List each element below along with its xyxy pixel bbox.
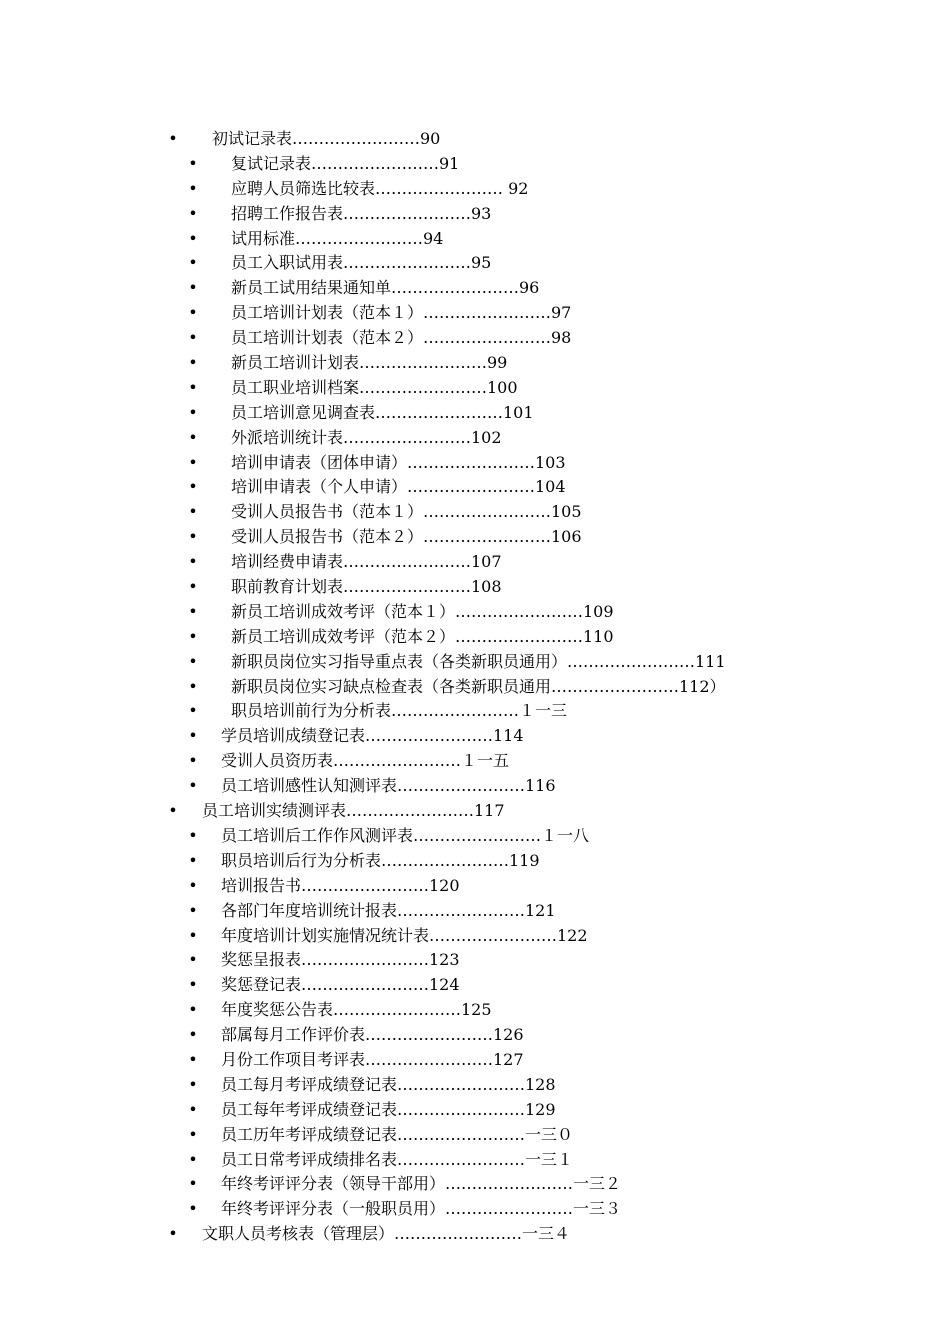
toc-entry-text: 员工培训实绩测评表……………………117 [202, 801, 505, 821]
toc-entry [0, 1172, 950, 1197]
bullet-icon: • [188, 1124, 198, 1144]
bullet-icon: • [188, 228, 198, 248]
toc-entry-text: 受训人员报告书（范本１）……………………105 [231, 502, 582, 522]
toc-entry [0, 127, 950, 152]
toc-entry-text: 员工培训计划表（范本１）……………………97 [231, 303, 572, 323]
toc-entry-text: 学员培训成绩登记表……………………114 [221, 726, 524, 746]
bullet-icon: • [188, 153, 198, 173]
bullet-icon: • [188, 776, 198, 796]
bullet-icon: • [188, 203, 198, 223]
toc-entry [0, 824, 950, 849]
toc-entry-text: 年终考评评分表（一般职员用）……………………一三３ [221, 1199, 622, 1219]
bullet-icon: • [188, 552, 198, 572]
toc-entry-text: 应聘人员筛选比较表…………………… 92 [231, 178, 529, 198]
bullet-icon: • [188, 353, 198, 373]
toc-entry-text: 员工每年考评成绩登记表……………………129 [221, 1099, 556, 1119]
bullet-icon: • [188, 502, 198, 522]
toc-entry-text: 招聘工作报告表……………………93 [231, 203, 492, 223]
toc-entry-text: 员工入职试用表……………………95 [231, 253, 492, 273]
toc-entry-text: 职前教育计划表……………………108 [231, 577, 502, 597]
toc-entry [0, 1197, 950, 1222]
bullet-icon: • [188, 1149, 198, 1169]
bullet-icon: • [188, 328, 198, 348]
toc-entry-text: 新员工试用结果通知单……………………96 [231, 278, 540, 298]
bullet-icon: • [168, 801, 178, 821]
bullet-icon: • [188, 651, 198, 671]
toc-entry [0, 376, 950, 401]
bullet-icon: • [188, 1099, 198, 1119]
toc-entry-text: 试用标准……………………94 [231, 228, 444, 248]
bullet-icon: • [188, 701, 198, 721]
toc-entry [0, 749, 950, 774]
toc-entry [0, 152, 950, 177]
bullet-icon: • [188, 477, 198, 497]
toc-entry [0, 202, 950, 227]
toc-entry [0, 874, 950, 899]
toc-entry [0, 724, 950, 749]
bullet-icon: • [188, 1049, 198, 1069]
toc-entry-text: 外派培训统计表……………………102 [231, 427, 502, 447]
bullet-icon: • [188, 875, 198, 895]
toc-entry [0, 849, 950, 874]
toc-entry [0, 699, 950, 724]
bullet-icon: • [188, 726, 198, 746]
toc-entry-text: 员工日常考评成绩排名表……………………一三１ [221, 1149, 574, 1169]
toc-entry [0, 475, 950, 500]
bullet-icon: • [188, 900, 198, 920]
toc-entry [0, 1148, 950, 1173]
bullet-icon: • [188, 1025, 198, 1045]
toc-entry [0, 276, 950, 301]
toc-entry [0, 998, 950, 1023]
toc-entry [0, 1098, 950, 1123]
bullet-icon: • [188, 1000, 198, 1020]
toc-entry-text: 复试记录表……………………91 [231, 153, 460, 173]
toc-entry [0, 550, 950, 575]
toc-entry [0, 426, 950, 451]
bullet-icon: • [188, 925, 198, 945]
toc-entry-text: 月份工作项目考评表……………………127 [221, 1049, 524, 1069]
bullet-icon: • [188, 1074, 198, 1094]
toc-entry [0, 301, 950, 326]
toc-entry [0, 227, 950, 252]
toc-entry-text: 员工每月考评成绩登记表……………………128 [221, 1074, 556, 1094]
toc-entry [0, 177, 950, 202]
toc-entry-text: 各部门年度培训统计报表……………………121 [221, 900, 556, 920]
toc-entry-text: 受训人员报告书（范本２）……………………106 [231, 527, 582, 547]
bullet-icon: • [188, 577, 198, 597]
toc-entry [0, 973, 950, 998]
bullet-icon: • [188, 527, 198, 547]
toc-entry [0, 575, 950, 600]
bullet-icon: • [188, 601, 198, 621]
bullet-icon: • [188, 751, 198, 771]
toc-entry [0, 326, 950, 351]
toc-entry [0, 1023, 950, 1048]
toc-entry-text: 文职人员考核表（管理层）……………………一三４ [202, 1224, 571, 1244]
toc-entry [0, 625, 950, 650]
toc-entry-text: 培训申请表（团体申请）……………………103 [231, 452, 566, 472]
toc-entry-text: 员工培训后工作作风测评表……………………１一八 [221, 825, 590, 845]
toc-entry-text: 新员工培训计划表……………………99 [231, 353, 508, 373]
toc-entry [0, 500, 950, 525]
bullet-icon: • [188, 626, 198, 646]
bullet-icon: • [188, 975, 198, 995]
toc-entry [0, 1048, 950, 1073]
toc-entry-text: 新职员岗位实习缺点检查表（各类新职员通用……………………112） [231, 676, 726, 696]
bullet-icon: • [188, 178, 198, 198]
toc-entry-text: 员工历年考评成绩登记表……………………一三０ [221, 1124, 574, 1144]
toc-entry-text: 受训人员资历表……………………１一五 [221, 751, 510, 771]
bullet-icon: • [188, 377, 198, 397]
table-of-contents [0, 127, 950, 1247]
toc-entry [0, 1123, 950, 1148]
toc-entry-text: 员工培训计划表（范本２）……………………98 [231, 328, 572, 348]
bullet-icon: • [188, 278, 198, 298]
toc-entry [0, 251, 950, 276]
toc-entry-text: 员工职业培训档案……………………100 [231, 377, 518, 397]
toc-entry-text: 新职员岗位实习指导重点表（各类新职员通用）……………………111 [231, 651, 726, 671]
toc-entry-text: 奖惩呈报表……………………123 [221, 950, 460, 970]
bullet-icon: • [188, 1199, 198, 1219]
toc-entry-text: 培训申请表（个人申请）……………………104 [231, 477, 566, 497]
bullet-icon: • [188, 452, 198, 472]
bullet-icon: • [188, 1174, 198, 1194]
toc-entry [0, 650, 950, 675]
toc-entry-text: 初试记录表……………………90 [212, 129, 441, 148]
toc-entry [0, 451, 950, 476]
bullet-icon: • [188, 427, 198, 447]
toc-entry [0, 924, 950, 949]
toc-entry [0, 799, 950, 824]
toc-entry-text: 职员培训后行为分析表……………………119 [221, 850, 540, 870]
toc-entry-text: 新员工培训成效考评（范本１）……………………109 [231, 601, 614, 621]
toc-entry-text: 年终考评评分表（领导干部用）……………………一三２ [221, 1174, 622, 1194]
bullet-icon: • [168, 1224, 178, 1244]
bullet-icon: • [188, 676, 198, 696]
toc-entry [0, 774, 950, 799]
toc-entry [0, 600, 950, 625]
toc-entry-text: 职员培训前行为分析表……………………１一三 [231, 701, 568, 721]
toc-entry [0, 948, 950, 973]
toc-entry [0, 899, 950, 924]
toc-entry [0, 351, 950, 376]
bullet-icon: • [168, 129, 178, 148]
toc-entry-text: 年度培训计划实施情况统计表……………………122 [221, 925, 588, 945]
toc-entry-text: 新员工培训成效考评（范本２）……………………110 [231, 626, 614, 646]
toc-entry [0, 1073, 950, 1098]
bullet-icon: • [188, 950, 198, 970]
bullet-icon: • [188, 402, 198, 422]
toc-entry-text: 奖惩登记表……………………124 [221, 975, 460, 995]
toc-entry-text: 员工培训感性认知测评表……………………116 [221, 776, 556, 796]
bullet-icon: • [188, 253, 198, 273]
toc-entry [0, 1222, 950, 1247]
bullet-icon: • [188, 303, 198, 323]
toc-entry [0, 675, 950, 700]
toc-entry [0, 525, 950, 550]
toc-entry-text: 培训经费申请表……………………107 [231, 552, 502, 572]
bullet-icon: • [188, 850, 198, 870]
toc-entry-text: 员工培训意见调查表……………………101 [231, 402, 534, 422]
toc-entry-text: 年度奖惩公告表……………………125 [221, 1000, 492, 1020]
toc-entry [0, 401, 950, 426]
toc-entry-text: 部属每月工作评价表……………………126 [221, 1025, 524, 1045]
toc-entry-text: 培训报告书……………………120 [221, 875, 460, 895]
bullet-icon: • [188, 825, 198, 845]
